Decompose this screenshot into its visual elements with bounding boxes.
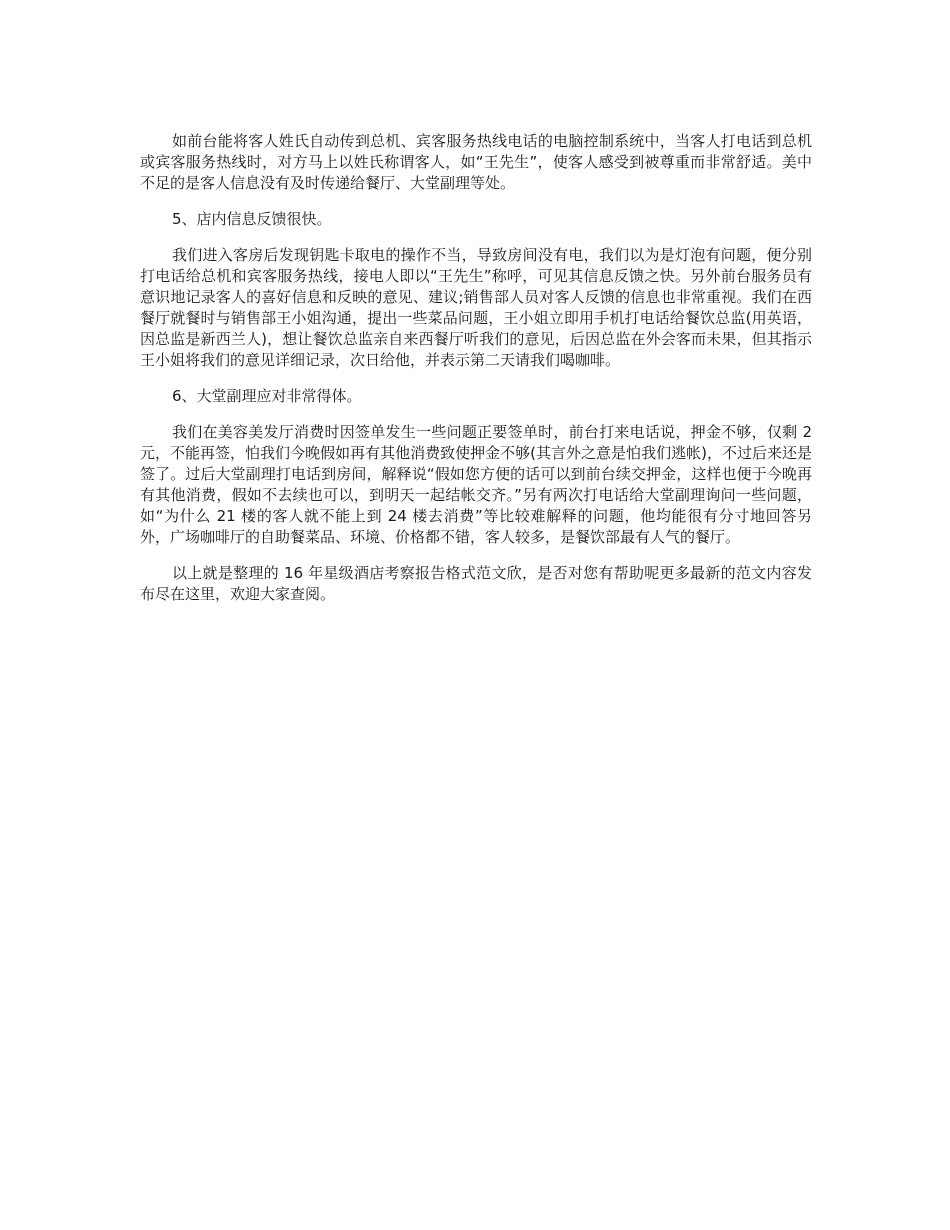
heading-lobby-manager: 6、大堂副理应对非常得体。 bbox=[172, 387, 362, 405]
paragraph-closing: 以上就是整理的 16 年星级酒店考察报告格式范文欣，是否对您有帮助呢更多最新的范文内容发布尽在这里，欢迎大家查阅。 bbox=[140, 564, 812, 603]
document-body bbox=[140, 131, 812, 620]
paragraph-feedback: 我们进入客房后发现钥匙卡取电的操作不当，导致房间没有电，我们以为是灯泡有问题，便分别打电话给总机和宾客服务热线，接电人即以“王先生”称呼，可见其信息反馈之快。另外前台服务员有意识地记录客人的喜好信息和反映的意见、建议;销售部人员对客人反馈的信息也非常重视。我们在西餐厅就餐时与销售部王小姐沟通，提出一些菜品问题，王小姐立即用手机打电话给餐饮总监(用英语，因总监是新西兰人)，想让餐饮总监亲自来西餐厅听我们的意见，后因总监在外会客而未果，但其指示王小姐将我们的意见详细记录，次日给他，并表示第二天请我们喝咖啡。 bbox=[140, 246, 812, 369]
heading-feedback: 5、店内信息反馈很快。 bbox=[172, 210, 332, 228]
paragraph-lobby-manager: 我们在美容美发厅消费时因签单发生一些问题正要签单时，前台打来电话说，押金不够，仅剩 2 元，不能再签，怕我们今晚假如再有其他消费致使押金不够(其言外之意是怕我们逃帐)，不过后来还是签了。过后大堂副理打电话到房间，解释说“假如您方便的话可以到前台续交押金，这样也便于今晚再有其他消费，假如不去续也可以，到明天一起结帐交齐。”另有两次打电话给大堂副理询问一些问题，如“为什么 21 楼的客人就不能上到 24 楼去消费”等比较难解释的问题，他均能很有分寸地回答另外，广场咖啡厅的自助餐菜品、环境、价格都不错，客人较多，是餐饮部最有人气的餐厅。 bbox=[140, 423, 812, 546]
paragraph-front-desk: 如前台能将客人姓氏自动传到总机、宾客服务热线电话的电脑控制系统中，当客人打电话到总机或宾客服务热线时，对方马上以姓氏称谓客人，如“王先生”，使客人感受到被尊重而非常舒适。美中不足的是客人信息没有及时传递给餐厅、大堂副理等处。 bbox=[140, 132, 812, 192]
